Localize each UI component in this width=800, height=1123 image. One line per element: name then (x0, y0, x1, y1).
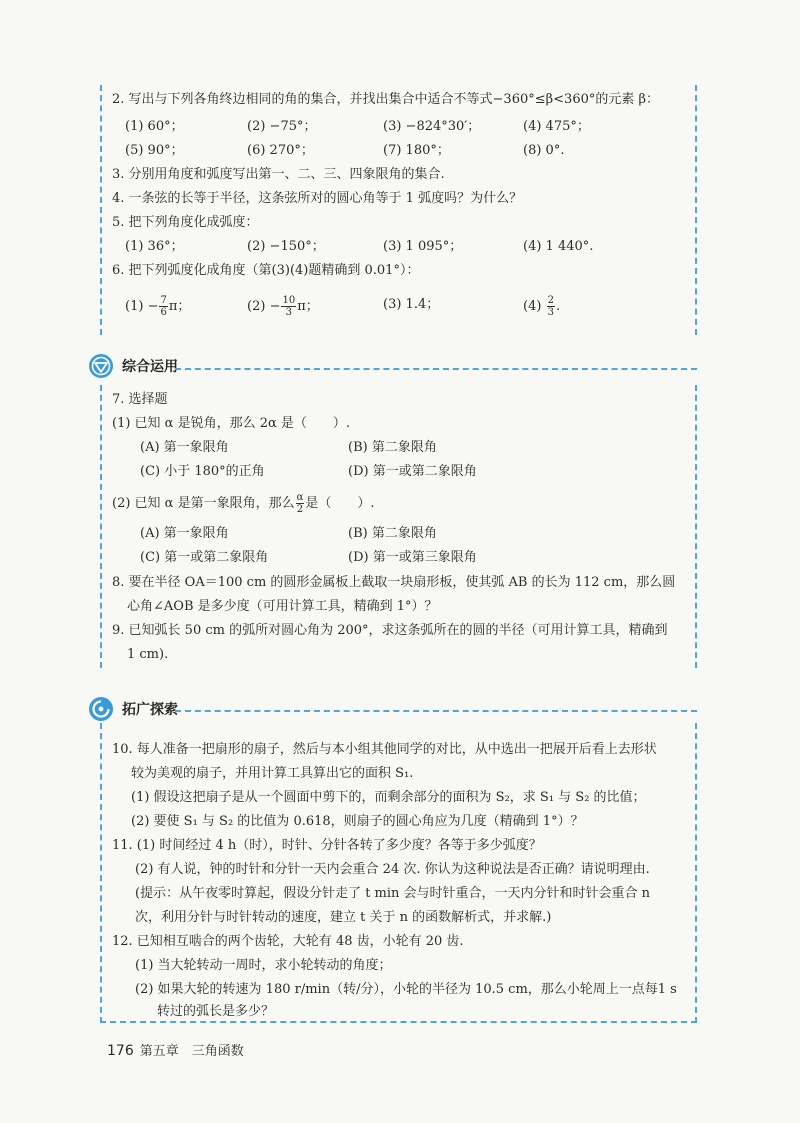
q2-item-2: (2) −75°； (247, 119, 317, 134)
q2-item-7: (7) 180°； (383, 143, 450, 158)
q8-line-1: 8. 要在半径 OA＝100 cm 的圆形金属板上截取一块扇形板，使其弧 AB 的长为 112 cm，那么圆 (112, 575, 676, 590)
q6-item-2: (2) − $\frac{10}{3}$ π； (247, 295, 319, 318)
section-title: 拓广探索 (122, 702, 178, 718)
q6-item-1: (1) − $\frac{7}{6}$ π； (125, 295, 191, 318)
q7-2-opt-d: (D) 第一或第三象限角 (348, 550, 477, 565)
q7-text: 7. 选择题 (112, 392, 168, 407)
q6-item-4: (4) $\frac{2}{3}$ . (523, 295, 561, 318)
q10-2-text: (2) 要使 S₁ 与 S₂ 的比值为 0.618，则扇子的圆心角应为几度（精确到 1°）？ (131, 814, 584, 829)
fraction: $\frac{7}{6}$ (160, 295, 167, 318)
page-footer (107, 1040, 244, 1059)
q5-item-3: (3) 1 095°； (383, 239, 463, 254)
page-number: 176 (107, 1043, 134, 1059)
section-header-comprehensive (88, 352, 178, 380)
q8-line-2: 心角∠AOB 是多少度（可用计算工具，精确到 1°）？ (127, 599, 438, 614)
q2-item-3: (3) −824°30′； (383, 119, 481, 134)
q2-item-8: (8) 0°. (523, 143, 565, 158)
q10-line-2: 较为美观的扇子，并用计算工具算出它的面积 S₁. (131, 766, 414, 781)
q5-item-1: (1) 36°； (125, 239, 184, 254)
q9-line-1: 9. 已知弧长 50 cm 的弧所对圆心角为 200°，求这条弧所在的圆的半径（可用计算工具，精确到 (112, 623, 668, 638)
q4-text: 4. 一条弦的长等于半径，这条弦所对的圆心角等于 1 弧度吗？为什么？ (112, 191, 523, 206)
q12-2-line-2: 转过的弧长是多少？ (157, 1004, 275, 1019)
q11-hint-line-2: 次，利用分针与时针转动的速度，建立 t 关于 n 的函数解析式，并求解.) (135, 910, 552, 925)
q5-text: 5. 把下列角度化成弧度： (112, 215, 259, 230)
section-divider (175, 710, 697, 712)
q2-item-1: (1) 60°； (125, 119, 184, 134)
chapter-title: 第五章 三角函数 (139, 1044, 244, 1059)
q11-hint-line-1: (提示：从午夜零时算起，假设分针走了 t min 会与时针重合，一天内分针和时针会重合 n (135, 886, 651, 901)
fraction: $\frac{10}{3}$ (282, 295, 296, 318)
fraction: $\frac{\alpha}{2}$ (296, 492, 304, 515)
q11-2-text: (2) 有人说，钟的时针和分针一天内会重合 24 次. 你认为这种说法是否正确？请说明理由. (135, 862, 650, 877)
q7-1-text: (1) 已知 α 是锐角，那么 2α 是（ ）. (112, 416, 351, 431)
fraction: $\frac{2}{3}$ (547, 295, 554, 318)
q2-text: 2. 写出与下列各角终边相同的角的集合，并找出集合中适合不等式−360°≤β<360°的元素 β： (112, 92, 660, 107)
q5-item-2: (2) −150°； (247, 239, 325, 254)
q2-item-6: (6) 270°； (247, 143, 314, 158)
explore-badge-icon (88, 696, 114, 722)
q2-item-5: (5) 90°； (125, 143, 184, 158)
q11-1-text: 11. (1) 时间经过 4 h（时），时针、分针各转了多少度？各等于多少弧度？ (112, 838, 542, 853)
q6-item-3: (3) 1.4； (383, 297, 440, 312)
q12-2-line-1: (2) 如果大轮的转速为 180 r/min（转/分），小轮的半径为 10.5 cm，那么小轮周上一点每1 s (135, 982, 677, 997)
q6-text: 6. 把下列弧度化成角度（第(3)(4)题精确到 0.01°）： (112, 263, 420, 278)
triangle-badge-icon (88, 353, 114, 379)
q7-1-opt-b: (B) 第二象限角 (348, 440, 437, 455)
q7-2-text: (2) 已知 α 是第一象限角，那么 $\frac{\alpha}{2}$ 是（ ）. (112, 492, 375, 515)
q10-1-text: (1) 假设这把扇子是从一个圆面中剪下的，而剩余部分的面积为 S₂，求 S₁ 与 S₂ 的比值； (131, 790, 646, 805)
q10-line-1: 10. 每人准备一把扇形的扇子，然后与本小组其他同学的对比，从中选出一把展开后看上去形状 (112, 742, 657, 757)
section-divider (175, 368, 697, 370)
section-title: 综合运用 (122, 359, 178, 375)
q2-item-4: (4) 475°； (523, 119, 590, 134)
q9-line-2: 1 cm). (127, 647, 169, 662)
q12-1-text: (1) 当大轮转动一周时，求小轮转动的角度； (135, 958, 392, 973)
q7-1-opt-d: (D) 第一或第二象限角 (348, 464, 477, 479)
q7-2-opt-b: (B) 第二象限角 (348, 526, 437, 541)
section-header-explore (88, 695, 178, 723)
q12-text: 12. 已知相互啮合的两个齿轮，大轮有 48 齿，小轮有 20 齿. (112, 934, 464, 949)
q3-text: 3. 分别用角度和弧度写出第一、二、三、四象限角的集合. (112, 167, 445, 182)
q7-2-opt-c: (C) 第一或第二象限角 (140, 550, 269, 565)
q7-2-opt-a: (A) 第一象限角 (140, 526, 229, 541)
q7-1-opt-c: (C) 小于 180°的正角 (140, 464, 265, 479)
q7-1-opt-a: (A) 第一象限角 (140, 440, 229, 455)
q5-item-4: (4) 1 440°. (523, 239, 594, 254)
